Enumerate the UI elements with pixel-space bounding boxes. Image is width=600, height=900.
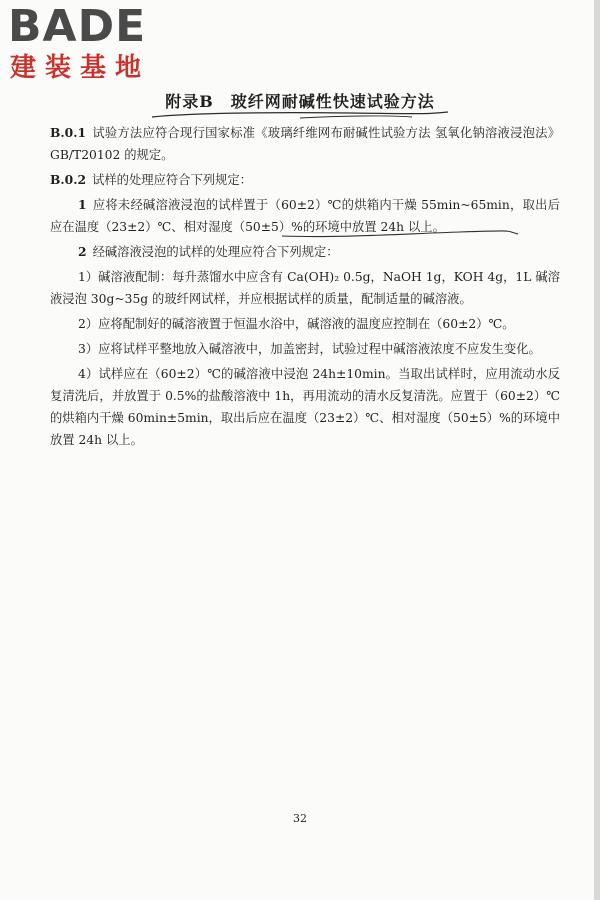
appendix-heading: 附录B 玻纤网耐碱性快速试验方法 — [165, 92, 435, 111]
clause-label: B.0.1 — [50, 125, 87, 140]
logo — [4, 1, 176, 83]
item-2 — [50, 241, 560, 263]
clause-text: 试验方法应符合现行国家标准《玻璃纤维网布耐碱性试验方法 氢氧化钠溶液浸泡法》GB/T20102 的规定。 — [50, 126, 560, 162]
item-text: 应将未经碱溶液浸泡的试样置于（60±2）℃的烘箱内干燥 55min~65min，取出后应在温度（23±2）℃、相对湿度（50±5）%的环境中放置 24h 以上。 — [50, 198, 560, 234]
sub-item-4: 4）试样应在（60±2）℃的碱溶液中浸泡 24h±10min。当取出试样时，应用流动水反复清洗后，并放置于 0.5%的盐酸溶液中 1h，再用流动的清水反复清洗。应置于（60±2）℃的烘箱内干燥 60min±5min，取出后应在温度（23±2）℃、相对湿度（50±5）%的环境中放置 24h 以上。 — [50, 367, 560, 447]
logo-wordmark: BADE — [8, 1, 147, 52]
clause-label: B.0.2 — [50, 172, 87, 187]
page-number: 32 — [293, 812, 307, 825]
sub-item-2: 2）应将配制好的碱溶液置于恒温水浴中，碱溶液的温度应控制在（60±2）℃。 — [78, 317, 515, 331]
logo-chinese-text: 建装基地 — [10, 53, 151, 83]
handwritten-scribble-mark — [280, 228, 520, 240]
document-body — [50, 122, 560, 454]
sub-item-1: 1）碱溶液配制：每升蒸馏水中应含有 Ca(OH)₂ 0.5g，NaOH 1g，KOH 4g，1L 碱溶液浸泡 30g~35g 的玻纤网试样，并应根据试样的质量，配制适量的碱溶液。 — [50, 270, 560, 306]
handwritten-underline-mark — [150, 108, 450, 122]
sub-item-3: 3）应将试样平整地放入碱溶液中，加盖密封，试验过程中碱溶液浓度不应发生变化。 — [78, 342, 541, 356]
clause-b01 — [50, 122, 560, 166]
item-label: 1 — [78, 197, 87, 212]
clause-text: 试样的处理应符合下列规定： — [92, 173, 252, 187]
clause-b02 — [50, 169, 560, 191]
item-label: 2 — [78, 244, 87, 259]
item-text: 经碱溶液浸泡的试样的处理应符合下列规定： — [92, 245, 339, 259]
